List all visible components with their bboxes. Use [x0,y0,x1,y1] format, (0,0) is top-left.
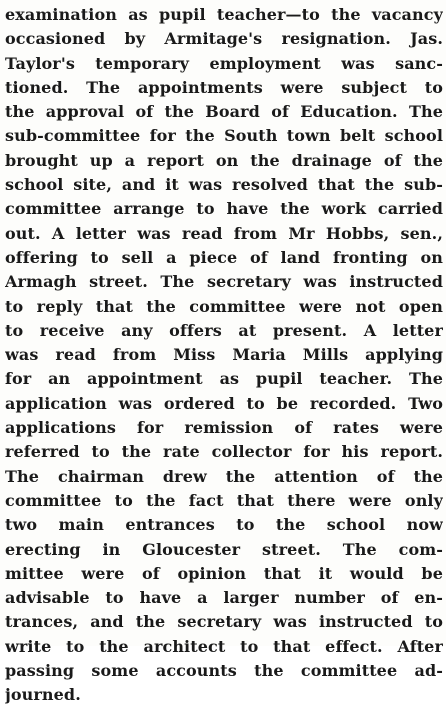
article-line: occasioned by Armitage's resignation. Jas. [5,29,443,49]
article-line: committee to the fact that there were only [5,490,443,510]
article-line: offering to sell a piece of land fronting on [5,247,443,267]
article-line: advisable to have a larger number of en- [5,588,443,608]
article-line: sub-committee for the South town belt school [5,126,443,146]
article-line: applications for remission of rates were [5,418,443,438]
article-line: Armagh street. The secretary was instructed [5,272,443,292]
article-line: the approval of the Board of Education. The [5,102,443,122]
article-line: trances, and the secretary was instructed to [5,612,443,632]
article-line: to receive any offers at present. A letter [5,320,443,340]
article-line: mittee were of opinion that it would be [5,563,443,583]
article-line: examination as pupil teacher—to the vacancy [5,5,443,24]
article-line: out. A letter was read from Mr Hobbs, sen., [5,223,443,243]
article-line: application was ordered to be recorded. Two [5,393,443,413]
article-line: The chairman drew the attention of the [5,466,443,486]
article-line: for an appointment as pupil teacher. The [5,369,443,389]
article-line: brought up a report on the drainage of the [5,150,443,170]
article-line: to reply that the committee were not open [5,296,443,316]
article-line: committee arrange to have the work carried [5,199,443,219]
article-line: Taylor's temporary employment was sanc- [5,53,443,73]
article-line: school site, and it was resolved that the sub- [5,175,443,195]
article-body [5,3,443,708]
article-line: tioned. The appointments were subject to [5,77,443,97]
article-line: erecting in Gloucester street. The com- [5,539,443,559]
article-line: two main entrances to the school now [5,515,443,535]
article-line: passing some accounts the committee ad- [5,661,443,681]
article-line: was read from Miss Maria Mills applying [5,345,443,365]
article-line: write to the architect to that effect. After [5,636,443,656]
article-line: referred to the rate collector for his report. [5,442,443,462]
article-line: journed. [5,685,81,705]
